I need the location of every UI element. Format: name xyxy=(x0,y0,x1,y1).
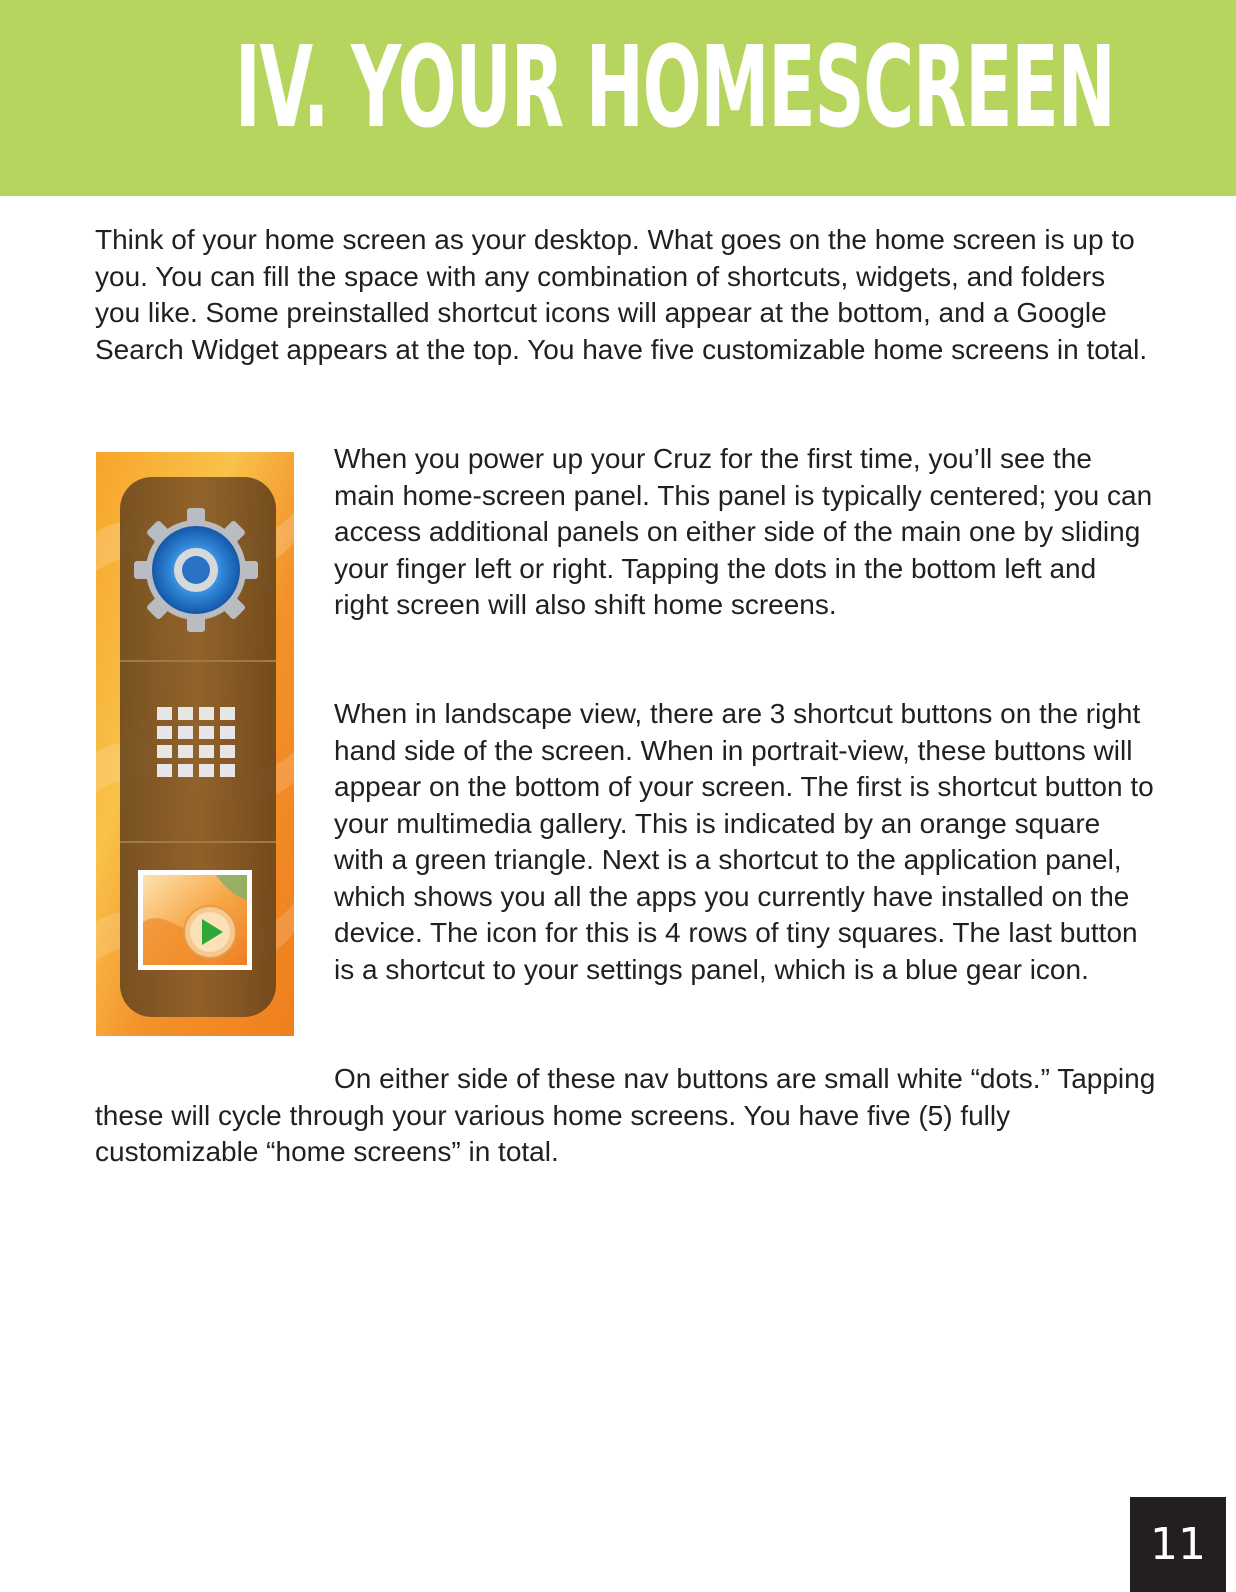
dots-paragraph: On either side of these nav buttons are small white “dots.” Tapping these will cycle through your various home screens. You have five (5) fully customizable “home screens” in total. xyxy=(95,1063,1156,1167)
page-header-band xyxy=(0,0,1236,196)
page-number: 11 xyxy=(1130,1497,1226,1592)
page-title: IV. YOUR HOMESCREEN xyxy=(234,23,1115,153)
shortcut-buttons-paragraph: When in landscape view, there are 3 shortcut buttons on the right hand side of the screen. When in portrait-view, these buttons will appear on the bottom of your screen. The first is shortcut button to your multimedia gallery. This is indicated by an orange square with a green triangle. Next is a shortcut to the application panel, which shows you all the apps you currently have installed on the device. The icon for this is 4 rows of tiny squares. The last button is a shortcut to your settings panel, which is a blue gear icon. xyxy=(334,698,1154,985)
power-up-paragraph: When you power up your Cruz for the first time, you’ll see the main home-screen panel. This panel is typically centered; you can access additional panels on either side of the main one by sliding your finger left or right. Tapping the dots in the bottom left and right screen will also shift home screens. xyxy=(334,443,1153,620)
nav-buttons-illustration xyxy=(96,452,294,1036)
gear-icon xyxy=(134,508,258,632)
intro-paragraph: Think of your home screen as your desktop. What goes on the home screen is up to you. You can fill the space with any combination of shortcuts, widgets, and folders you like. Some preinstalled shortcut icons will appear at the bottom, and a Google Search Widget appears at the top. You have five customizable home screens in total. xyxy=(95,224,1148,365)
media-gallery-icon xyxy=(138,870,252,970)
